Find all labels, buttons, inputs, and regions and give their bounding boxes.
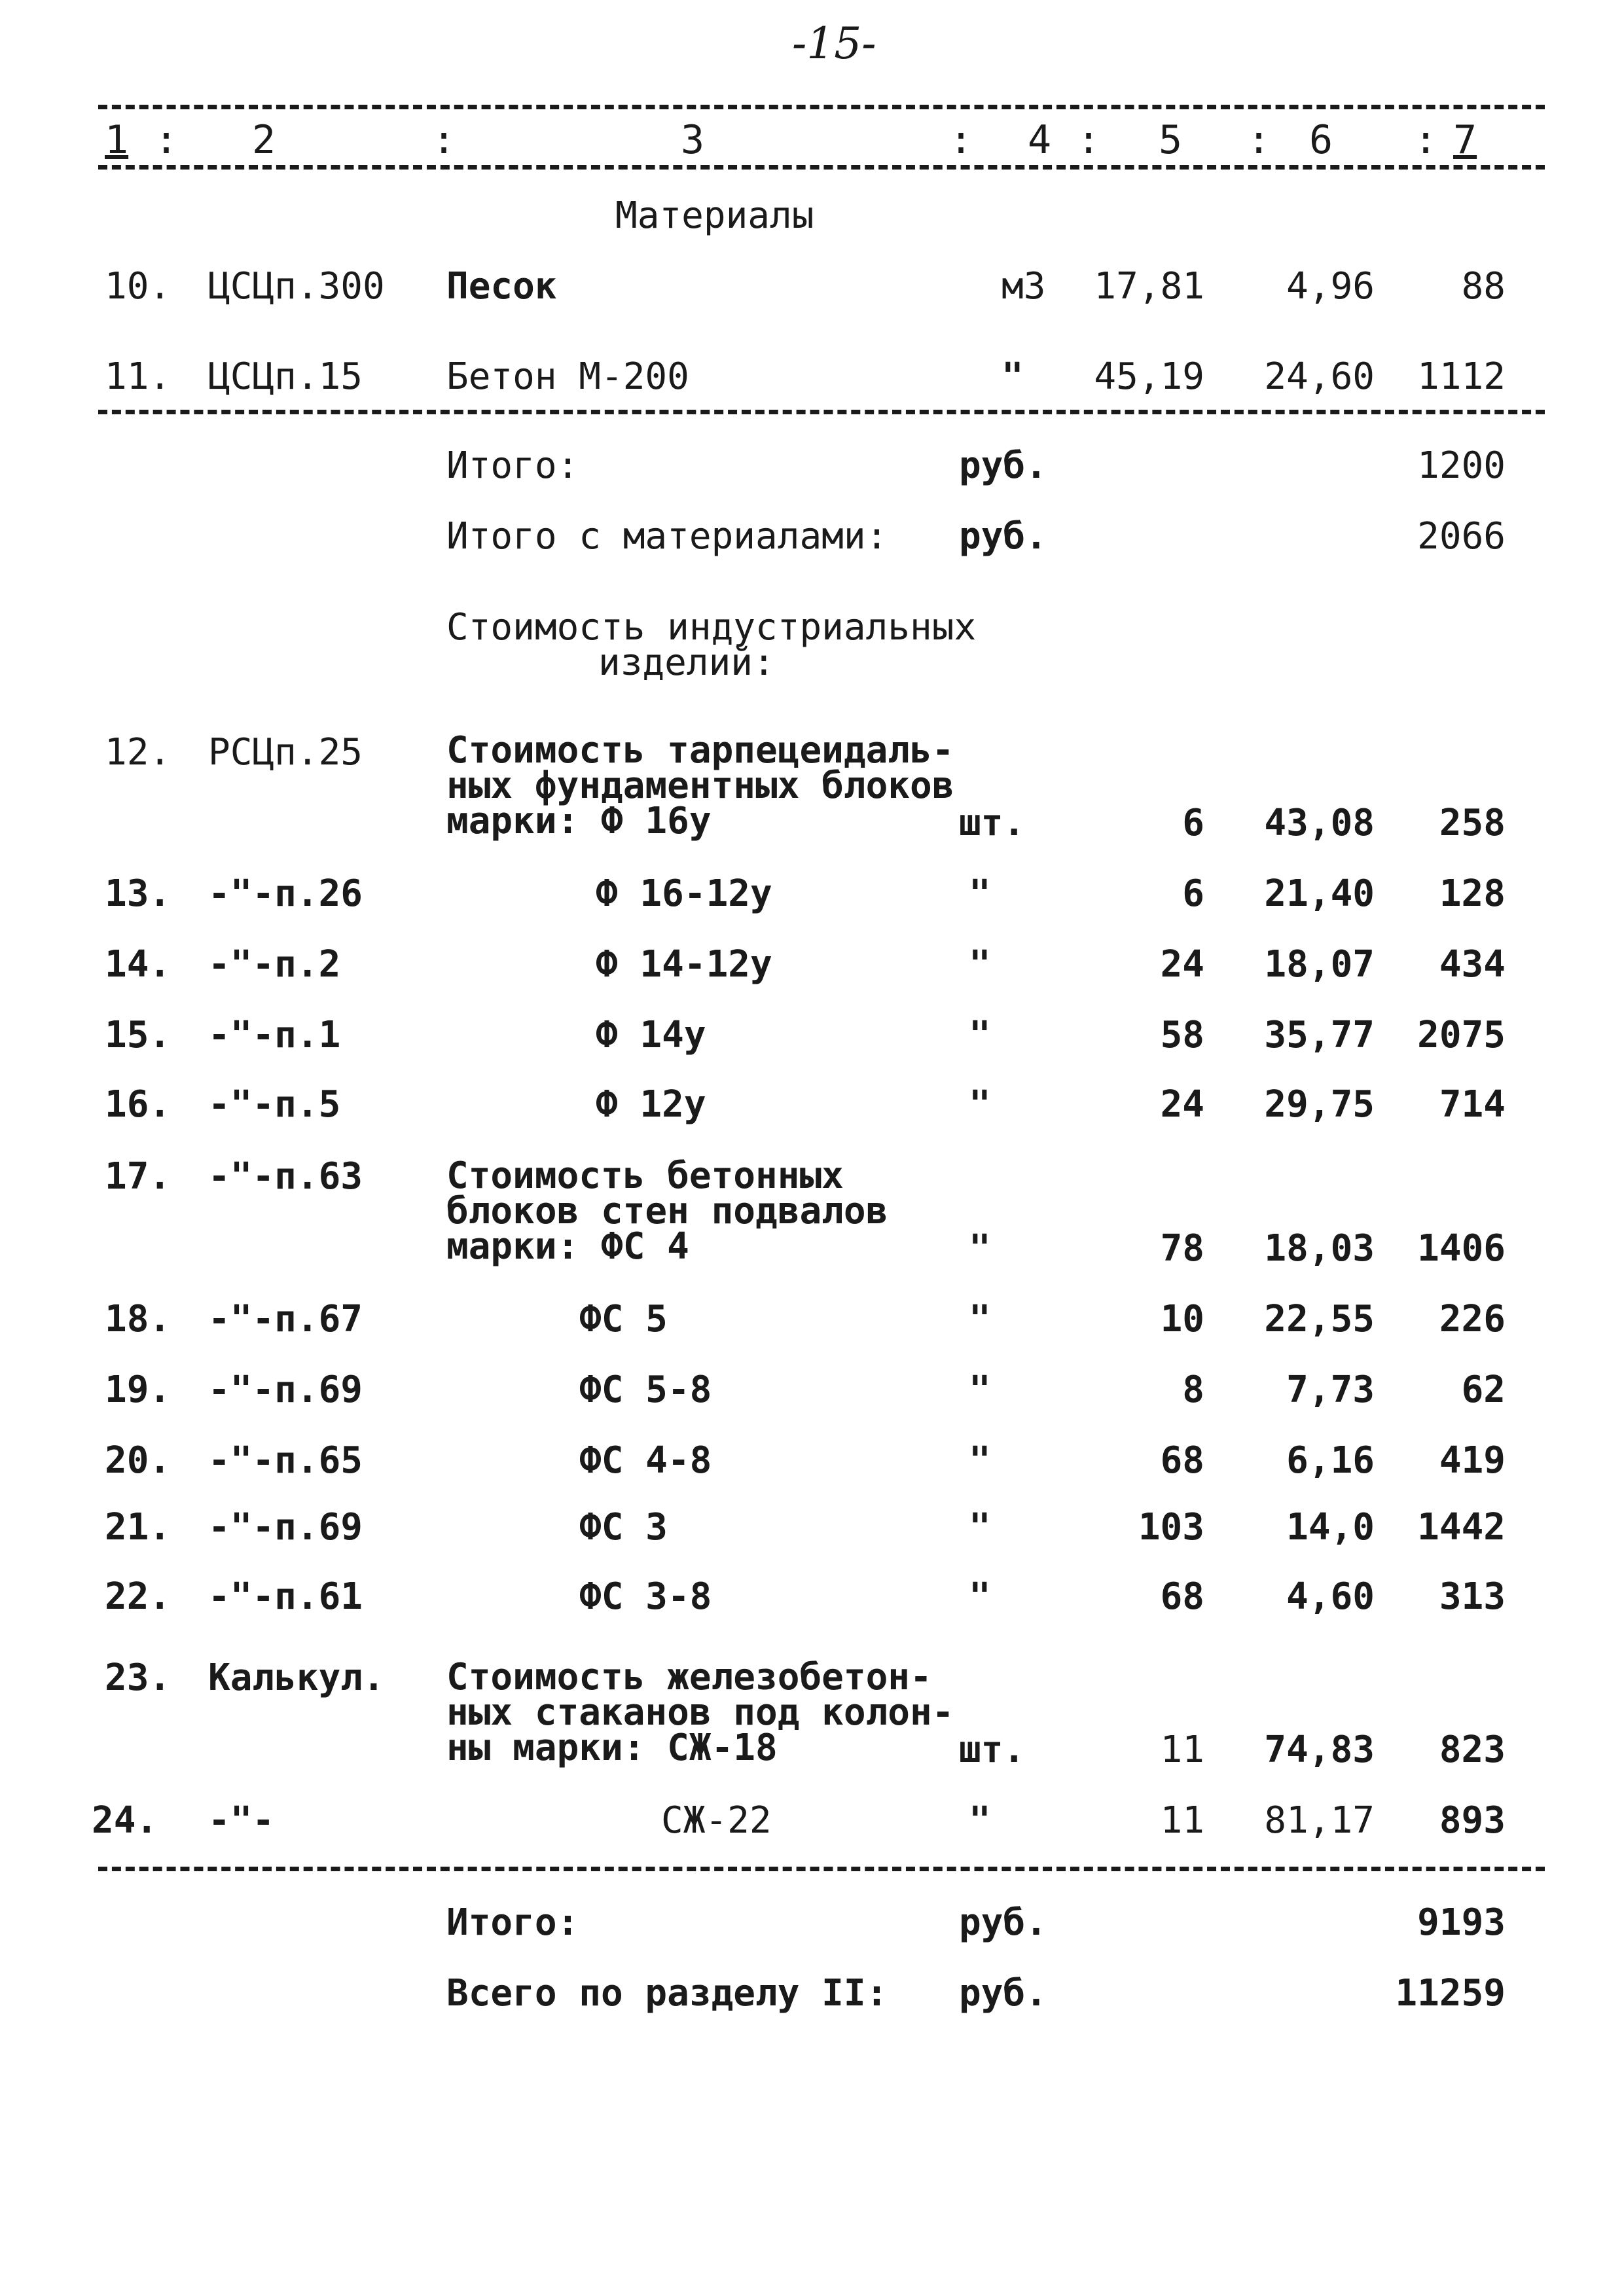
row-number: 19. (105, 1369, 171, 1411)
row-qty: 58 (1160, 1014, 1204, 1056)
row-number: 23. (105, 1657, 171, 1699)
row-number: 18. (105, 1298, 171, 1340)
row-unit: " (969, 1227, 991, 1270)
row-price: 18,07 (1264, 943, 1375, 986)
row-name: Ф 12у (596, 1083, 706, 1126)
row-unit: " (969, 872, 991, 915)
row-qty: 10 (1160, 1298, 1204, 1340)
row-total: 1112 (1417, 355, 1506, 398)
section-total-label: Всего по разделу II: (446, 1972, 888, 2015)
header-col-4: 4 (1028, 117, 1052, 163)
row-code: -"-п.65 (208, 1439, 363, 1482)
row-qty: 8 (1182, 1369, 1204, 1411)
row-number: 17. (105, 1155, 171, 1198)
header-sep: : (949, 117, 973, 163)
row-unit: м3 (1001, 265, 1046, 308)
row-total: 2075 (1417, 1014, 1506, 1056)
row-qty: 11 (1160, 1729, 1204, 1771)
section-total-value: 11259 (1395, 1972, 1506, 2015)
header-top-rule (98, 105, 1545, 109)
row-name: ФС 3-8 (579, 1575, 712, 1618)
row-qty: 6 (1182, 802, 1204, 844)
row-unit: " (969, 1799, 991, 1842)
row-qty: 24 (1160, 943, 1204, 986)
row-code: -"-п.67 (208, 1298, 363, 1340)
row-name: Ф 14-12у (596, 943, 772, 986)
row-unit: " (969, 1083, 991, 1126)
row-name: ФС 3 (579, 1506, 668, 1549)
row-total: 1406 (1417, 1227, 1506, 1270)
row-code: -"-п.5 (208, 1083, 341, 1126)
header-col-2: 2 (252, 117, 276, 163)
row-code: ЦСЦп.300 (208, 265, 385, 308)
row-number: 20. (105, 1439, 171, 1482)
subtotal-with-materials-unit: руб. (959, 515, 1047, 558)
row-qty: 6 (1182, 872, 1204, 915)
header-col-5: 5 (1159, 117, 1183, 163)
section-materials-heading: Материалы (615, 194, 814, 237)
row-qty: 45,19 (1094, 355, 1204, 398)
row-name: ФС 5-8 (579, 1369, 712, 1411)
row-number: 10. (105, 265, 171, 308)
row-name: Ф 14у (596, 1014, 706, 1056)
row-name: ФС 5 (579, 1298, 668, 1340)
header-sep: : (1077, 117, 1101, 163)
row-unit: " (969, 1298, 991, 1340)
row-name-multiline: Стоимость тарпецеидаль- ных фундаментных блоков марки: Ф 16у (446, 729, 954, 842)
row-qty: 17,81 (1094, 265, 1204, 308)
row-number: 21. (105, 1506, 171, 1549)
row-total: 434 (1439, 943, 1506, 986)
row-qty: 68 (1160, 1575, 1204, 1618)
row-number: 16. (105, 1083, 171, 1126)
header-sep: : (1414, 117, 1438, 163)
row-unit: шт. (959, 802, 1026, 844)
header-col-7: 7 (1453, 117, 1477, 163)
header-col-3: 3 (681, 117, 705, 163)
row-name: Песок (446, 265, 557, 308)
header-sep: : (1247, 117, 1271, 163)
subtotal-unit: руб. (959, 444, 1047, 487)
row-code: ЦСЦп.15 (208, 355, 363, 398)
row-total: 258 (1439, 802, 1506, 844)
row-code: -"-п.26 (208, 872, 363, 915)
row-code: Калькул. (208, 1657, 385, 1699)
row-price: 74,83 (1264, 1729, 1375, 1771)
row-price: 6,16 (1286, 1439, 1375, 1482)
row-number: 14. (105, 943, 171, 986)
total-rule (98, 1867, 1545, 1871)
row-unit: " (1001, 355, 1024, 398)
row-price: 14,0 (1286, 1506, 1375, 1549)
row-code: -"- (208, 1799, 275, 1842)
row-qty: 11 (1160, 1799, 1204, 1842)
row-number: 13. (105, 872, 171, 915)
row-total: 62 (1461, 1369, 1506, 1411)
subtotal-with-materials-label: Итого с материалами: (446, 515, 888, 558)
row-total: 128 (1439, 872, 1506, 915)
row-total: 1442 (1417, 1506, 1506, 1549)
row-name: Бетон М-200 (446, 355, 689, 398)
row-unit: шт. (959, 1729, 1026, 1771)
subtotal-rule (98, 410, 1545, 414)
row-qty: 103 (1138, 1506, 1204, 1549)
subtotal-with-materials-total: 2066 (1417, 515, 1506, 558)
row-price: 24,60 (1264, 355, 1375, 398)
subtotal-unit: руб. (959, 1901, 1047, 1944)
row-price: 22,55 (1264, 1298, 1375, 1340)
row-price: 35,77 (1264, 1014, 1375, 1056)
row-total: 88 (1461, 265, 1506, 308)
row-code: -"-п.63 (208, 1155, 363, 1198)
row-code: -"-п.1 (208, 1014, 341, 1056)
section-industrial-heading: Стоимость индустриальных изделий: (446, 606, 977, 684)
row-name-multiline: Стоимость железобетон- ных стаканов под колон- ны марки: СЖ-18 (446, 1656, 954, 1769)
row-total: 313 (1439, 1575, 1506, 1618)
row-total: 419 (1439, 1439, 1506, 1482)
row-qty: 68 (1160, 1439, 1204, 1482)
row-total: 714 (1439, 1083, 1506, 1126)
subtotal-label: Итого: (446, 444, 579, 487)
row-code: -"-п.2 (208, 943, 341, 986)
page-number: -15- (792, 18, 876, 69)
row-unit: " (969, 1439, 991, 1482)
row-price: 4,60 (1286, 1575, 1375, 1618)
row-number: 15. (105, 1014, 171, 1056)
row-number: 11. (105, 355, 171, 398)
header-bottom-rule (98, 165, 1545, 170)
header-sep: : (154, 117, 179, 163)
row-name: СЖ-22 (661, 1799, 772, 1842)
row-total: 893 (1439, 1799, 1506, 1842)
row-code: РСЦп.25 (208, 731, 363, 774)
subtotal-total: 1200 (1417, 444, 1506, 487)
header-col-1: 1 (105, 117, 129, 163)
subtotal-total: 9193 (1417, 1901, 1506, 1944)
row-name: Ф 16-12у (596, 872, 772, 915)
header-col-6: 6 (1309, 117, 1333, 163)
row-name-multiline: Стоимость бетонных блоков стен подвалов марки: ФС 4 (446, 1155, 888, 1268)
section-total-unit: руб. (959, 1972, 1047, 2015)
row-code: -"-п.61 (208, 1575, 363, 1618)
row-unit: " (969, 943, 991, 986)
row-unit: " (969, 1014, 991, 1056)
row-price: 4,96 (1286, 265, 1375, 308)
row-code: -"-п.69 (208, 1369, 363, 1411)
header-sep: : (432, 117, 456, 163)
row-qty: 78 (1160, 1227, 1204, 1270)
row-number: 22. (105, 1575, 171, 1618)
row-number: 12. (105, 731, 171, 774)
row-code: -"-п.69 (208, 1506, 363, 1549)
row-price: 18,03 (1264, 1227, 1375, 1270)
row-unit: " (969, 1369, 991, 1411)
row-price: 29,75 (1264, 1083, 1375, 1126)
row-price: 21,40 (1264, 872, 1375, 915)
row-unit: " (969, 1575, 991, 1618)
row-number: 24. (92, 1799, 158, 1842)
row-qty: 24 (1160, 1083, 1204, 1126)
row-price: 81,17 (1264, 1799, 1375, 1842)
row-total: 823 (1439, 1729, 1506, 1771)
row-price: 43,08 (1264, 802, 1375, 844)
row-total: 226 (1439, 1298, 1506, 1340)
row-price: 7,73 (1286, 1369, 1375, 1411)
row-name: ФС 4-8 (579, 1439, 712, 1482)
subtotal-label: Итого: (446, 1901, 579, 1944)
row-unit: " (969, 1506, 991, 1549)
